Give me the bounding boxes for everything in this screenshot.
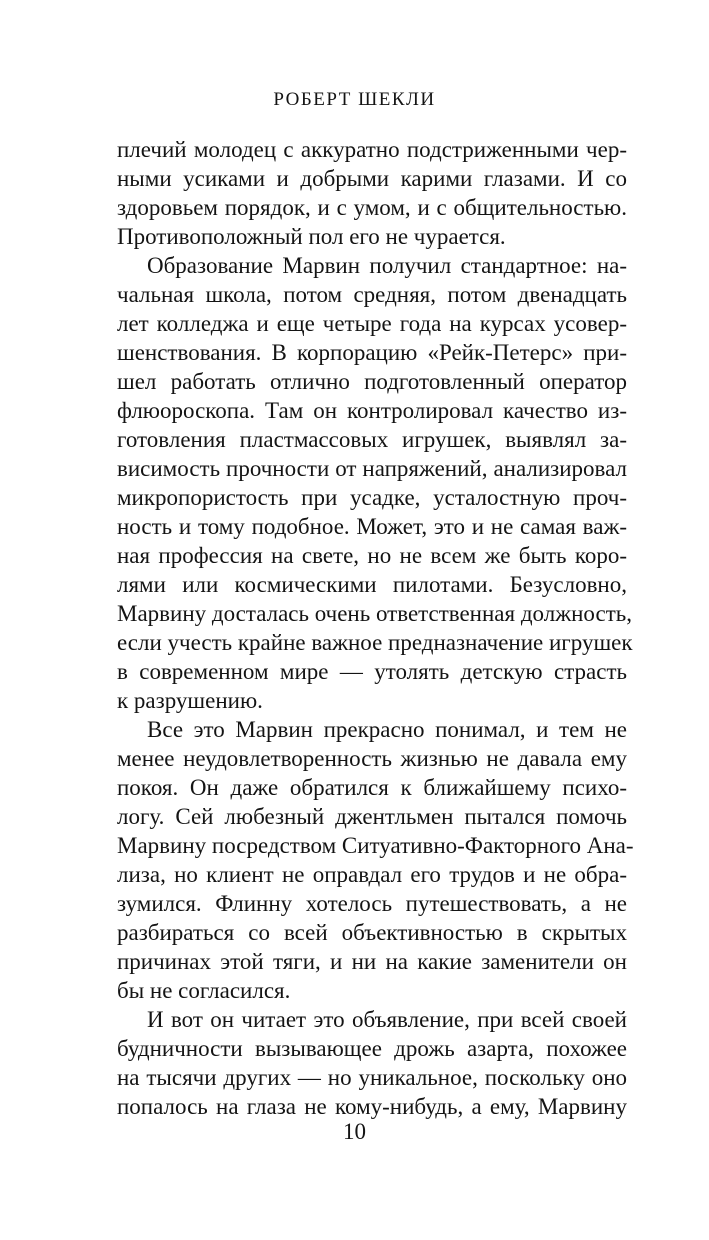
text-line: ная профессия на свете, но не всем же быть коро-	[117, 543, 627, 568]
text-line: плечий молодец с аккуратно подстриженными чер-	[117, 137, 627, 162]
paragraph	[117, 715, 634, 1005]
text-line: чальная школа, потом средняя, потом двенадцать	[117, 282, 627, 307]
text-line: шенствования. В корпорацию «Рейк-Петерс» при-	[117, 340, 627, 365]
text-line: ность и тому подобное. Может, это и не самая важ-	[117, 514, 627, 539]
text-line: ными усиками и добрыми карими глазами. И со	[117, 166, 627, 191]
text-line: покоя. Он даже обратился к ближайшему психо-	[117, 775, 627, 800]
text-line: Образование Марвин получил стандартное: на-	[147, 253, 627, 278]
text-line: микропористость при усадке, усталостную проч-	[117, 485, 627, 510]
text-line: лиза, но клиент не оправдал его трудов и не обра-	[117, 862, 627, 887]
text-line: лет колледжа и еще четыре года на курсах усовер-	[117, 311, 627, 336]
text-line: к разрушению.	[117, 688, 263, 713]
text-line: шел работать отлично подготовленный оператор	[117, 369, 627, 394]
text-line: причинах этой тяги, и ни на какие заменители он	[117, 949, 627, 974]
text-line: если учесть крайне важное предназначение игрушек	[117, 630, 633, 655]
text-line: будничности вызывающее дрожь азарта, похожее	[117, 1036, 627, 1061]
text-line: Противоположный пол его не чурается.	[117, 224, 506, 249]
paragraph	[117, 251, 633, 715]
text-line: готовления пластмассовых игрушек, выявлял за-	[117, 427, 627, 452]
text-line: разбираться со всей объективностью в скрытых	[117, 920, 627, 945]
text-line: И вот он читает это объявление, при всей своей	[147, 1007, 627, 1032]
text-line: Марвину досталась очень ответственная должность,	[117, 601, 632, 626]
text-line: в современном мире — утолять детскую страсть	[117, 659, 627, 684]
text-line: здоровьем порядок, и с умом, и с общительностью.	[117, 195, 627, 220]
text-line: менее неудовлетворенность жизнью не давала ему	[117, 746, 627, 771]
text-line: попалось на глаза не кому-нибудь, а ему, Марвину	[117, 1094, 627, 1119]
body-text	[117, 135, 634, 1121]
paragraph	[117, 1005, 627, 1121]
text-line: зумился. Флинну хотелось путешествовать, а не	[117, 891, 627, 916]
page-number: 10	[343, 1119, 366, 1144]
text-line: висимость прочности от напряжений, анализировал	[117, 456, 627, 481]
running-head: РОБЕРТ ШЕКЛИ	[273, 89, 436, 110]
text-line: бы не согласился.	[117, 978, 291, 1003]
paragraph	[117, 135, 627, 251]
text-line: Все это Марвин прекрасно понимал, и тем не	[147, 717, 627, 742]
text-line: лями или космическими пилотами. Безусловно,	[117, 572, 627, 597]
text-line: на тысячи других — но уникальное, поскольку оно	[117, 1065, 627, 1090]
text-line: логу. Сей любезный джентльмен пытался помочь	[117, 804, 627, 829]
text-line: флюороскопа. Там он контролировал качество из-	[117, 398, 627, 423]
text-line: Марвину посредством Ситуативно-Факторного Ана-	[117, 833, 634, 858]
